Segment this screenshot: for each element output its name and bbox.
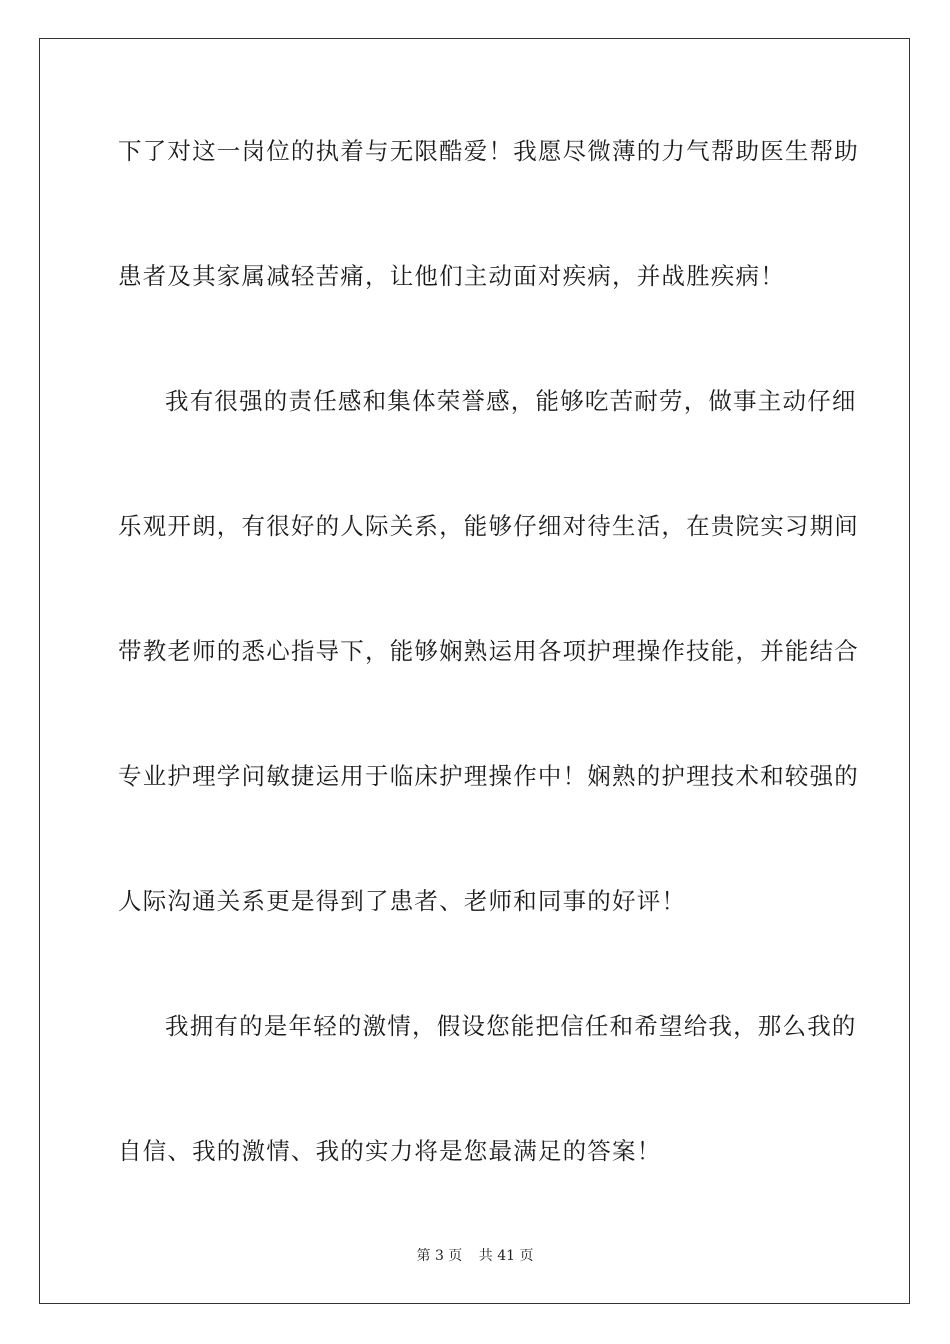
page-border [39,38,910,1304]
page-number: 第 3 页 [416,1248,463,1264]
page-total: 共 41 页 [478,1248,534,1264]
page-footer [0,1246,950,1266]
text-line-4: 乐观开朗，有很好的人际关系，能够仔细对待生活，在贵院实习期间 [118,512,859,540]
text-line-2: 患者及其家属减轻苦痛，让他们主动面对疾病，并战胜疾病！ [118,262,785,290]
text-line-9: 自信、我的激情、我的实力将是您最满足的答案！ [118,1137,662,1165]
text-line-6: 专业护理学问敏捷运用于临床护理操作中！娴熟的护理技术和较强的 [118,762,859,790]
text-line-1: 下了对这一岗位的执着与无限酷爱！我愿尽微薄的力气帮助医生帮助 [118,137,859,165]
text-line-5: 带教老师的悉心指导下，能够娴熟运用各项护理操作技能，并能结合 [118,637,859,665]
text-line-7: 人际沟通关系更是得到了患者、老师和同事的好评！ [118,887,687,915]
text-line-8: 我拥有的是年轻的激情，假设您能把信任和希望给我，那么我的 [165,1012,857,1040]
text-line-3: 我有很强的责任感和集体荣誉感，能够吃苦耐劳，做事主动仔细 [165,387,857,415]
